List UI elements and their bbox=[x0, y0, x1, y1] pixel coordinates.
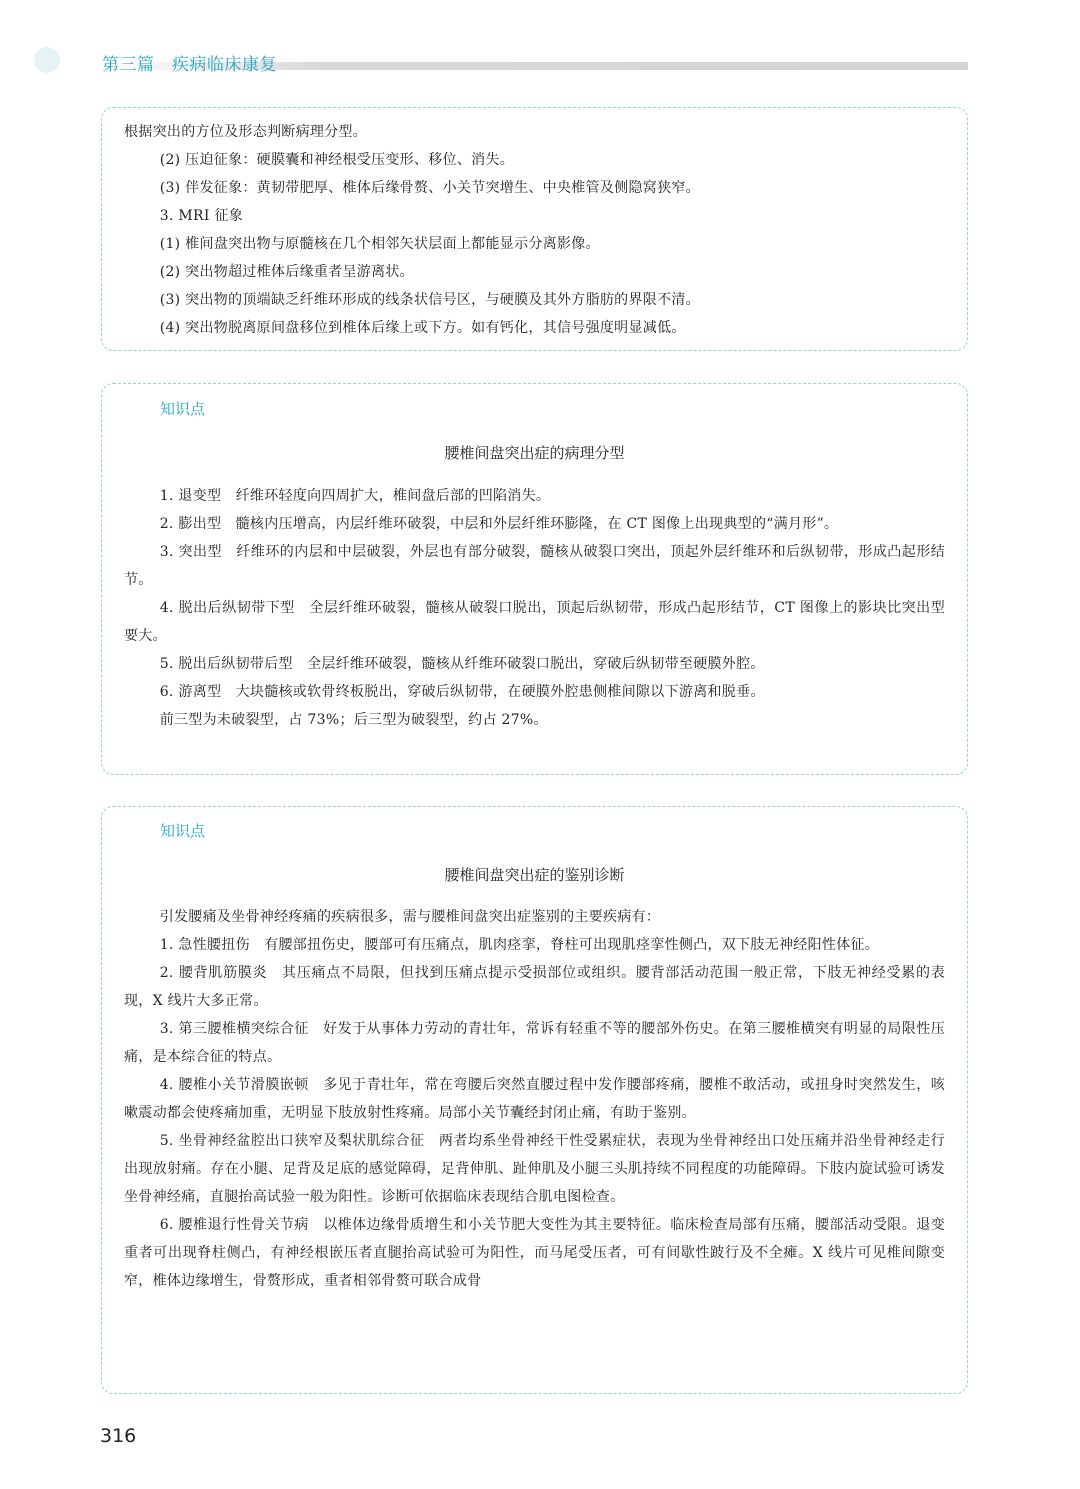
section-heading: 腰椎间盘突出症的鉴别诊断 bbox=[444, 866, 625, 884]
paragraph: 4. 腰椎小关节滑膜嵌顿 多见于青壮年，常在弯腰后突然直腰过程中发作腰部疼痛，腰椎不敢活动，或扭身时突然发生，咳嗽震动都会使疼痛加重，无明显下肢放射性疼痛。局部小关节囊经封闭止痛，有助于鉴别。 bbox=[124, 1077, 945, 1121]
paragraph: 3. 突出型 纤维环的内层和中层破裂，外层也有部分破裂，髓核从破裂口突出，顶起外层纤维环和后纵韧带，形成凸起形结节。 bbox=[124, 544, 945, 588]
paragraph: 6. 腰椎退行性骨关节病 以椎体边缘骨质增生和小关节肥大变性为其主要特征。临床检查局部有压痛，腰部活动受限。退变重者可出现脊柱侧凸，有神经根嵌压者直腿抬高试验可为阳性，而马尾受压者，可有间歇性跛行及不全瘫。X 线片可见椎间隙变窄，椎体边缘增生，骨赘形成，重者相邻骨赘可联合成骨 bbox=[124, 1217, 945, 1289]
knowledge-box-pathology-types bbox=[101, 383, 968, 775]
box-content bbox=[124, 482, 945, 734]
chapter-title: 第三篇 疾病临床康复 bbox=[102, 55, 277, 75]
paragraph: 前三型为未破裂型，占 73%；后三型为破裂型，约占 27%。 bbox=[159, 712, 548, 728]
page-number: 316 bbox=[100, 1425, 137, 1447]
paragraph: 3. 第三腰椎横突综合征 好发于从事体力劳动的青壮年，常诉有轻重不等的腰部外伤史。在第三腰椎横突有明显的局限性压痛，是本综合征的特点。 bbox=[124, 1021, 945, 1065]
paragraph: 引发腰痛及坐骨神经疼痛的疾病很多，需与腰椎间盘突出症鉴别的主要疾病有： bbox=[159, 909, 661, 925]
paragraph: 2. 膨出型 髓核内压增高，内层纤维环破裂，中层和外层纤维环膨隆，在 CT 图像上出现典型的“满月形”。 bbox=[159, 516, 839, 532]
paragraph: (3) 伴发征象：黄韧带肥厚、椎体后缘骨赘、小关节突增生、中央椎管及侧隐窝狭窄。 bbox=[159, 180, 700, 196]
paragraph: (1) 椎间盘突出物与原髓核在几个相邻矢状层面上都能显示分离影像。 bbox=[159, 236, 600, 252]
paragraph: 6. 游离型 大块髓核或软骨终板脱出，穿破后纵韧带，在硬膜外腔患侧椎间隙以下游离和脱垂。 bbox=[159, 684, 765, 700]
paragraph: 4. 脱出后纵韧带下型 全层纤维环破裂，髓核从破裂口脱出，顶起后纵韧带，形成凸起形结节，CT 图像上的影块比突出型要大。 bbox=[124, 600, 945, 644]
header-decoration-circle bbox=[34, 47, 60, 73]
section-heading: 腰椎间盘突出症的病理分型 bbox=[444, 444, 625, 462]
knowledge-point-label: 知识点 bbox=[160, 400, 206, 418]
paragraph: 5. 脱出后纵韧带后型 全层纤维环破裂，髓核从纤维环破裂口脱出，穿破后纵韧带至硬膜外腔。 bbox=[159, 656, 765, 672]
paragraph: 3. MRI 征象 bbox=[159, 208, 244, 224]
content-box-mri-signs bbox=[101, 107, 968, 351]
page-header bbox=[0, 44, 1080, 78]
paragraph: 1. 急性腰扭伤 有腰部扭伤史，腰部可有压痛点，肌肉痉挛，脊柱可出现肌痉挛性侧凸，双下肢无神经阳性体征。 bbox=[159, 937, 880, 953]
paragraph: (3) 突出物的顶端缺乏纤维环形成的线条状信号区，与硬膜及其外方脂肪的界限不清。 bbox=[159, 292, 700, 308]
paragraph: (2) 压迫征象：硬膜囊和神经根受压变形、移位、消失。 bbox=[159, 152, 515, 168]
paragraph: (2) 突出物超过椎体后缘重者呈游离状。 bbox=[159, 264, 414, 280]
paragraph: 根据突出的方位及形态判断病理分型。 bbox=[124, 124, 368, 140]
box-content bbox=[124, 118, 945, 342]
knowledge-box-differential-diagnosis bbox=[101, 806, 968, 1394]
paragraph: 1. 退变型 纤维环轻度向四周扩大，椎间盘后部的凹陷消失。 bbox=[159, 488, 551, 504]
paragraph: 5. 坐骨神经盆腔出口狭窄及梨状肌综合征 两者均系坐骨神经干性受累症状，表现为坐骨神经出口处压痛并沿坐骨神经走行出现放射痛。存在小腿、足背及足底的感觉障碍，足背伸肌、趾伸肌及小腿三头肌持续不同程度的功能障碍。下肢内旋试验可诱发坐骨神经痛，直腿抬高试验一般为阳性。诊断可依据临床表现结合肌电图检查。 bbox=[124, 1133, 945, 1205]
paragraph: 2. 腰背肌筋膜炎 其压痛点不局限，但找到压痛点提示受损部位或组织。腰背部活动范围一般正常，下肢无神经受累的表现，X 线片大多正常。 bbox=[124, 965, 945, 1009]
paragraph: (4) 突出物脱离原间盘移位到椎体后缘上或下方。如有钙化，其信号强度明显减低。 bbox=[159, 320, 686, 336]
knowledge-point-label: 知识点 bbox=[160, 822, 206, 840]
box-content bbox=[124, 903, 945, 1295]
